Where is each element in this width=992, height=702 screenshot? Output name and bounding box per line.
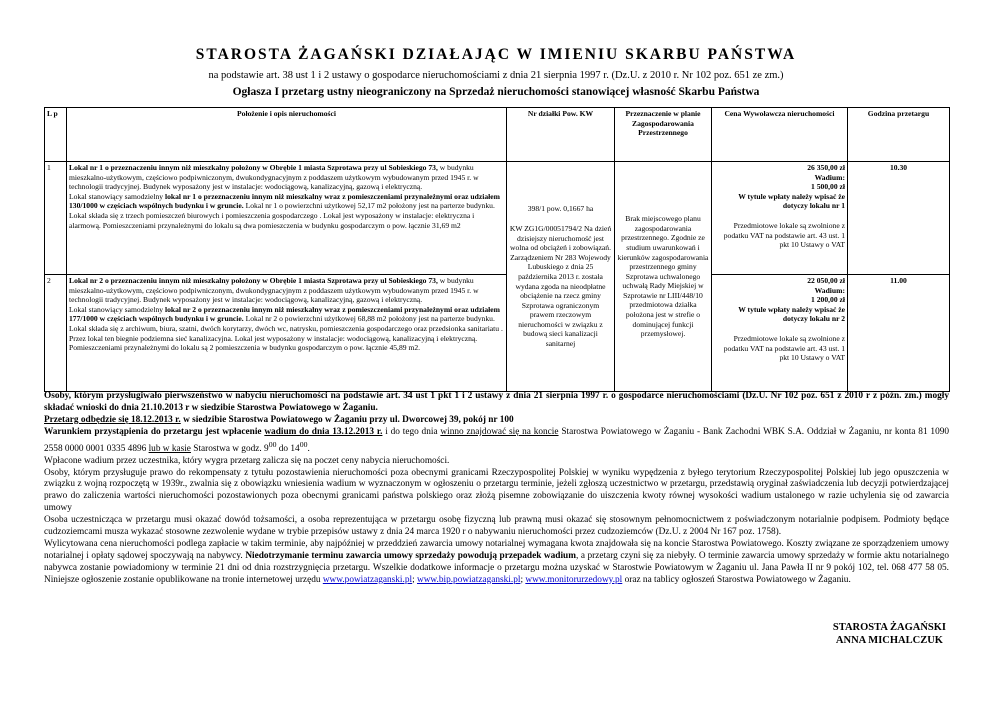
row-lp: 2 [45,275,67,392]
plot-info: 398/1 pow. 0,1667 ha KW ZG1G/00051794/2 Na dzień dzisiejszy nieruchomość jest wolna od obciążeń i zobowiązań. Zarządzeniem Nr 283 Wojewody Lubuskiego z dnia 25 października 2013 r. została wydana zgoda na nieodpłatne obciążenie na rzecz gminy Szprotawa ograniczonym prawem rzeczowym nieruchomości w związku z budową sieci kanalizacji sanitarnej [507,162,615,392]
header-price: Cena Wywoławcza nieruchomości [712,108,848,162]
table-row [45,162,950,275]
zoning-purpose: Brak miejscowego planu zagospodarowania przestrzennego. Zgodnie ze studium uwarunkowań i kierunków zagospodarowania przestrzennego gminy Szprotawa uchwalonego uchwałą Rady Miejskiej w Szprotawie nr LIII/448/10 przedmiotowa działka położona jest w strefie o dominującej funkcji przemysłowej. [615,162,712,392]
header-description: Położenie i opis nieruchomości [67,108,507,162]
header-lp: L p [45,108,67,162]
row-time: 11.00 [848,275,950,392]
auction-date: Przetarg odbędzie się 18.12.2013 r. w siedzibie Starostwa Powiatowego w Żaganiu przy ul. Dworcowej 39, pokój nr 100 [44,414,514,425]
property-table [44,107,950,392]
announcement-heading: Ogłasza I przetarg ustny nieograniczony na Sprzedaż nieruchomości stanowiącej własność Skarbu Państwa [232,86,760,98]
deposit-conditions: Warunkiem przystąpienia do przetargu jest wpłacenie wadium do dnia 13.12.2013 r. i do tego dnia winno znajdować się na koncie Starostwa Powiatowego w Żaganiu - Bank Zachodni WBK S.A. Oddział w Żaganiu, nr konta 81 1090 2558 0000 0001 0335 4896 lub w kasie Starostwa w godz. $9^{00}$ do $14^{00}$. [44,426,950,454]
preemption-note: Osoby, którym przysługiwało pierwszeństwo w nabyciu nieruchomości na podstawie art. 34 ust 1 pkt 1 i 2 ustawy z dnia 21 sierpnia 1997 r. o gospodarce nieruchomościami (Dz.U. Nr 102 poz. 651 z 2010 r z późn. zm.) mogły składać wnioski do dnia 21.10.2013 r w siedzibie Starostwa Powiatowego w Żaganiu. [44,391,949,413]
signature-name: ANNA MICHALCZUK [835,635,943,646]
legal-basis: na podstawie art. 38 ust 1 i 2 ustawy o gospodarce nieruchomościami z dnia 21 sierpnia 1997 r. (Dz.U. z 2010 r. Nr 102 poz. 651 ze zm.) [208,70,784,81]
header-purpose: Przeznaczenie w planie Zagospodarowania Przestrzennego [615,108,712,162]
link-powiatzaganski[interactable]: www.powiatzaganski.pl [322,574,413,585]
table-row [45,275,950,392]
row-description: Lokal nr 2 o przeznaczeniu innym niż mieszkalny położony w Obrębie 1 miasta Szprotawa przy ul Sobieskiego 73, w budynku mieszkalno-użytkowym, częściowo podpiwniczonym, dwukondygnacyjnym z poddaszem użytkowym wybudowanym przed 1945 r. w technologii tradycyjnej. Budynek wyposażony jest w instalacje: wodociągową, kanalizacyjną, gazową i elektryczną. Lokal stanowiący samodzielny lokal nr 2 o przeznaczeniu innym niż mieszkalny wraz z pomieszczeniami przynależnymi oraz udziałem 177/1000 w częściach wspólnych budynku i w gruncie. Lokal nr 2 o powierzchni użytkowej 68,88 m2 położony jest na parterze budynku. Lokal składa się z archiwum, biura, szatni, dwóch korytarzy, dwóch wc, natrysku, pomieszczenia gospodarczego oraz przedsionka sanitariatu . Przez lokal ten biegnie podziemna sieć kanalizacyjna. Lokal jest wyposażony w instalacje: wodociągową, kanalizacyjną i elektryczną. Pomieszczeniami przynależnymi do lokalu są 2 pomieszczenia w budynku gospodarczym o pow. łącznie 45,89 m2. [67,275,507,392]
row-price: 22 050,00 zł Wadium: 1 200,00 zł W tytule wpłaty należy wpisać że dotyczy lokalu nr 2 Przedmiotowe lokale są zwolnione z podatku VAT na podstawie art. 43 ust. 1 pkt 10 Ustawy o VAT [712,275,848,392]
header-time: Godzina przetargu [848,108,950,162]
header-plot: Nr działki Pow. KW [507,108,615,162]
payment-terms: Wylicytowana cena nieruchomości podlega zapłacie w takim terminie, aby najpóźniej w przeddzień zawarcia umowy notarialnej wymagana kwota znajdowała się na koncie Starostwa Powiatowego. Koszty związane ze sporządzeniem umowy notarialnej i opłaty sądowej spoczywają na nabywcy. Niedotrzymanie terminu zawarcia umowy sprzedaży powodują przepadek wadium, a przetarg czyni się za niebyły. O terminie zawarcia umowy sprzedaży w formie aktu notarialnego nabywca zostanie powiadomiony w terminie 21 dni od dnia rozstrzygnięcia przetargu. Wszelkie dodatkowe informacje o przetargu można uzyskać w Starostwie Powiatowym w Żaganiu ul. Jana Pawła II nr 9 pokój 102, tel. 068 477 58 05. Niniejsze ogłoszenie zostanie opublikowane na tronie internetowej urzędu www.powiatzaganski.pl; www.bip.powiatzaganski.pl; www.monitorurzedowy.pl oraz na tablicy ogłoszeń Starostwa Powiatowego w Żaganiu. [44,538,950,585]
compensation-note: Osoby, którym przysługuje prawo do rekompensaty z tytułu pozostawienia nieruchomości poza obecnymi granicami Rzeczypospolitej Polskiej w wyniku wypędzenia z byłego terytorium Rzeczypospolitej Polskiej lub jego opuszczenia w związku z wojną rozpoczętą w 1939r., zwalnia się z obowiązku wniesienia wadium w wyznaczonym w ogłoszeniu o przetargu terminie, jeżeli zgłoszą uczestnictwo w przetargu, przedstawią oryginał zaświadczenia lub decyzji potwierdzającej prawo do zaliczenia wartości nieruchomości pozostawionych poza obecnymi granicami państwa polskiego oraz złożą pisemne zobowiązanie do uiszczenia kwoty równej wysokości wadium ustalonego w razie uchylenia się od zawarcia umowy [44,467,949,514]
row-price: 26 350,00 zł Wadium: 1 500,00 zł W tytule wpłaty należy wpisać że dotyczy lokalu nr 1 Przedmiotowe lokale są zwolnione z podatku VAT na podstawie art. 43 ust. 1 pkt 10 Ustawy o VAT [712,162,848,275]
signature-title: STAROSTA ŻAGAŃSKI [832,622,946,633]
announcement-body [44,391,949,587]
identity-note: Osoba uczestnicząca w przetargu musi okazać dowód tożsamości, a osoba reprezentująca w przetargu osobę fizyczną lub prawną musi okazać się stosownym pełnomocnictwem z poświadczonym notarialnie podpisem. Podmioty będące cudzoziemcami musza wykazać stosowne zezwolenie wydane w trybie przepisów ustawy z dnia 24 marca 1920 r o nabywaniu nieruchomości przez cudzoziemców (Dz.U. z 2004 Nr 167 poz. 1758). [44,515,949,538]
page-title: STAROSTA ŻAGAŃSKI DZIAŁAJĄC W IMIENIU SKARBU PAŃSTWA [195,46,797,63]
link-bip[interactable]: www.bip.powiatzaganski.pl [416,574,521,585]
row-lp: 1 [45,162,67,275]
signature [833,621,946,647]
deposit-credit-note: Wpłacone wadium przez uczestnika, który wygra przetarg zalicza się na poczet ceny nabycia nieruchomości. [44,455,450,466]
link-monitorurzedowy[interactable]: www.monitorurzedowy.pl [525,574,623,585]
table-header-row [45,108,950,162]
row-description: Lokal nr 1 o przeznaczeniu innym niż mieszkalny położony w Obrębie 1 miasta Szprotawa przy ul Sobieskiego 73, w budynku mieszkalno-użytkowym, częściowo podpiwniczonym, dwukondygnacyjnym z poddaszem użytkowym wybudowanym przed 1945 r. w technologii tradycyjnej. Budynek wyposażony jest w instalacje: wodociągową, kanalizacyjną, gazową i elektryczną. Lokal stanowiący samodzielny lokal nr 1 o przeznaczeniu innym niż mieszkalny wraz z pomieszczeniami przynależnymi oraz udziałem 130/1000 w częściach wspólnych budynku i w gruncie. Lokal nr 1 o powierzchni użytkowej 52,17 m2 położony jest na parterze budynku. Lokal składa się z trzech pomieszczeń biurowych i pomieszczenia gospodarczego . Lokal jest wyposażony w instalacje: elektryczna i alarmową. Pomieszczeniami przynależnymi do lokalu są dwa pomieszczenia w budynku gospodarczym o pow. łącznie 31,69 m2 [67,162,507,275]
row-time: 10.30 [848,162,950,275]
